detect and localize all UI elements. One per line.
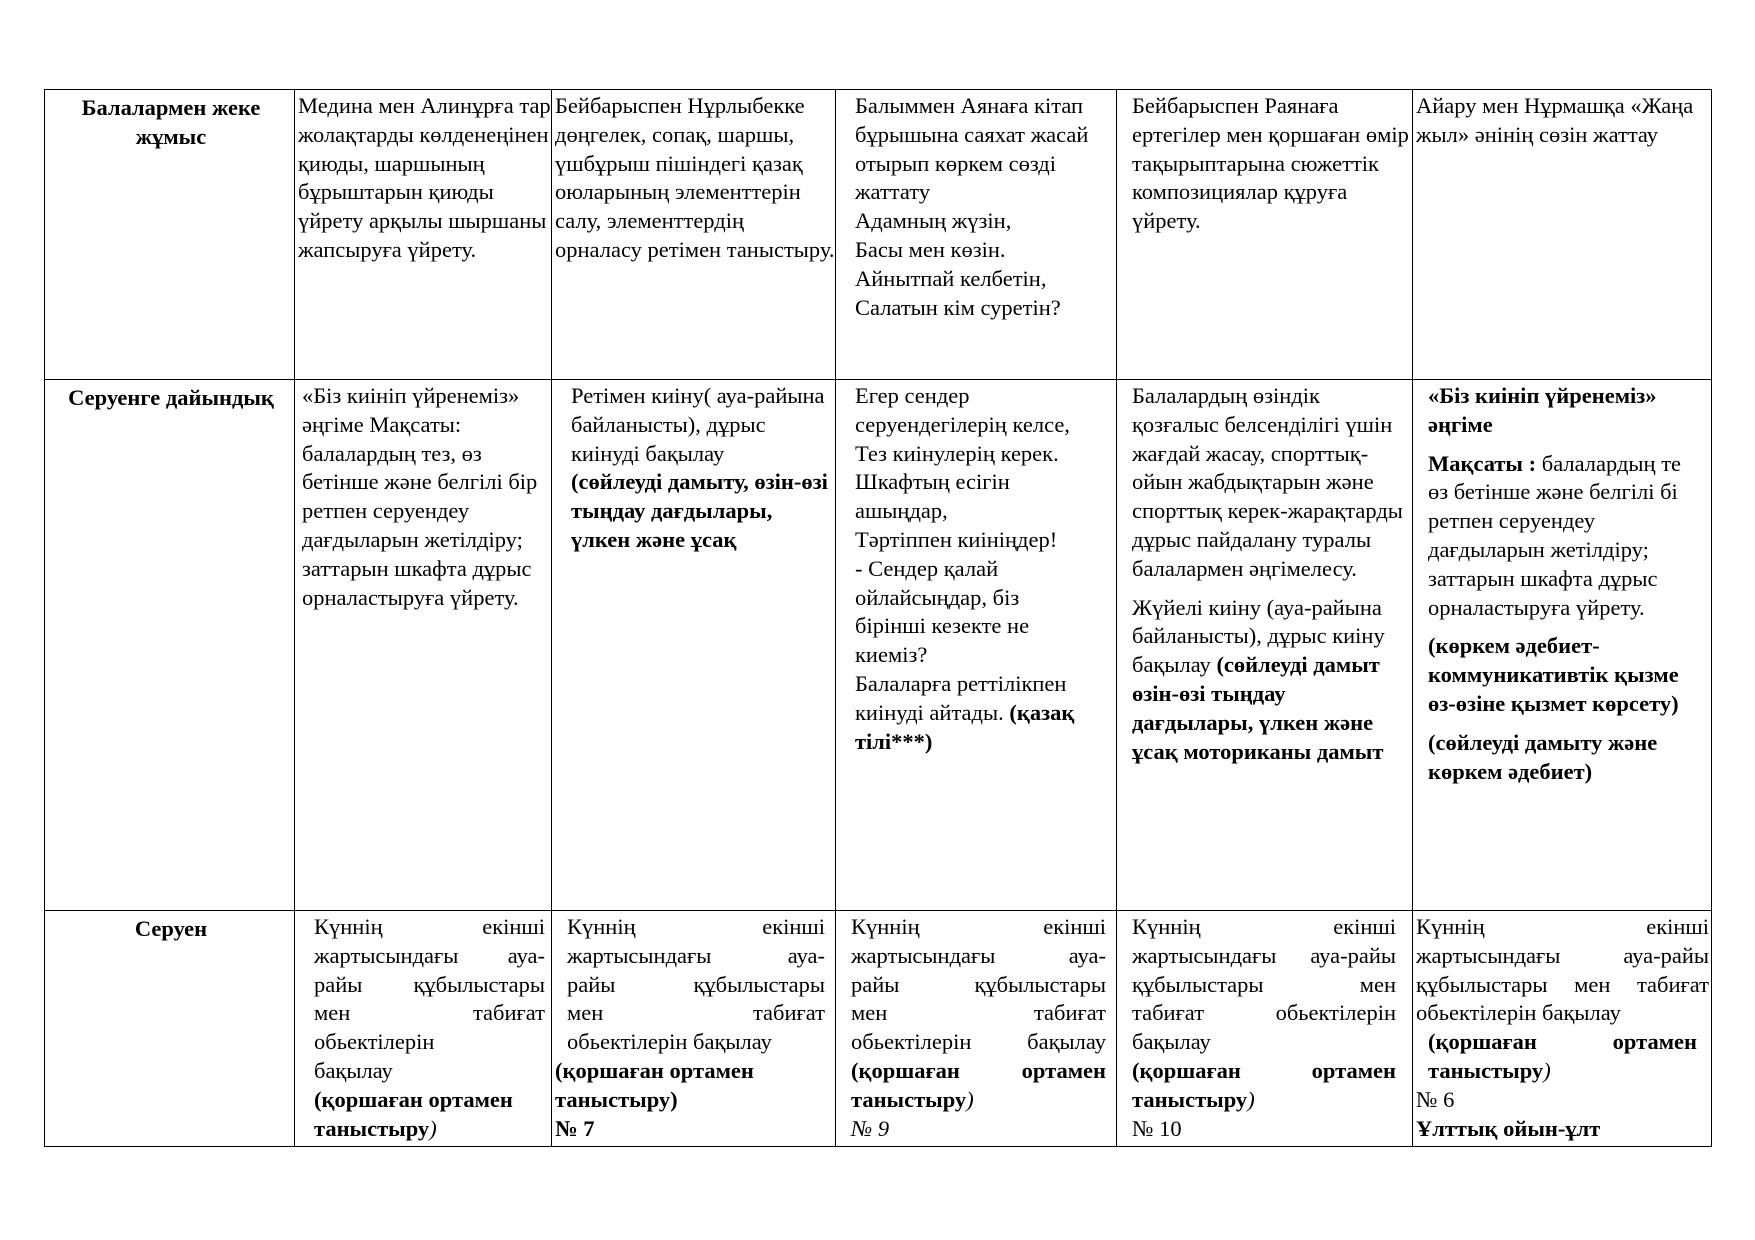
- cell-bold-line: таныстыру: [314, 1115, 430, 1141]
- cell-text: Балыммен Аянаға кітап бұрышына саяхат жасай отырып көркем сөзді жаттату: [855, 93, 1089, 205]
- item-number: № 9: [851, 1115, 890, 1141]
- cell-line: бақылау: [314, 1057, 393, 1083]
- cell-bold-line: өзін-өзі тыңдау: [1132, 680, 1286, 706]
- cell-bold-text: (сөйлеуді дамыт: [1216, 652, 1380, 678]
- verse-line: Салатын кім суретін?: [855, 294, 1061, 320]
- cell-line: обьектілерін бақылау: [1416, 1000, 1621, 1026]
- verse-line: Басы мен көзін.: [855, 236, 1006, 262]
- cell-text: Ретімен киіну( ауа-райына байланысты), дұрыс киінуді бақылау: [571, 383, 825, 466]
- cell-prep-5: [1413, 380, 1712, 911]
- cell-line: обьектілерін: [314, 1029, 435, 1055]
- cell-bold-line: (қоршаған ортамен: [555, 1057, 754, 1083]
- verse-line: Адамның жүзін,: [855, 208, 1012, 234]
- cell-text: Балаларға реттілікпен киінуді айтады.: [855, 670, 1067, 725]
- cell-prep-4: [1117, 380, 1413, 911]
- cell-individual-4: [1117, 90, 1413, 380]
- cell-line: құбылыстары мен табиғат: [1416, 971, 1709, 997]
- item-number: № 6: [1416, 1086, 1455, 1112]
- cell-text: Бейбарыспен Нұрлыбекке дөңгелек, сопақ, шаршы, үшбұрыш пішіндегі қазақ оюларының элементтерін салу, элементтердің орналасу ретімен таныстыру.: [555, 93, 835, 262]
- row-walk-preparation: [45, 380, 1712, 911]
- cell-line: райы құбылыстары: [567, 971, 825, 997]
- cell-walk-5: [1413, 911, 1712, 1147]
- cell-line: Тез киінулерің керек.: [855, 440, 1059, 466]
- cell-line: жартысындағы ауа-: [851, 942, 1106, 968]
- cell-bold-line: көркем әдебиет): [1428, 758, 1593, 784]
- closing-paren: ): [1247, 1086, 1255, 1112]
- cell-line: мен табиғат: [567, 1000, 825, 1026]
- cell-bold-text: (сөйлеуді дамыту, өзін-өзі тыңдау дағдылары, үлкен және ұсақ: [571, 469, 828, 552]
- cell-bold-line: таныстыру: [1132, 1086, 1248, 1112]
- closing-paren: ): [429, 1115, 437, 1141]
- cell-bold-line: таныстыру: [1428, 1057, 1544, 1083]
- cell-line: ашыңдар,: [855, 498, 948, 524]
- cell-line: жартысындағы ауа-райы: [1416, 942, 1709, 968]
- cell-prep-3: [836, 380, 1117, 911]
- cell-bold-line: таныстыру): [555, 1086, 678, 1112]
- closing-paren: ): [1543, 1057, 1551, 1083]
- cell-line: жартысындағы ауа-: [567, 942, 825, 968]
- cell-bold-line: (қоршаған ортамен: [1132, 1057, 1396, 1083]
- cell-line: Күннің екінші: [851, 914, 1106, 939]
- cell-line: жартысындағы ауа-: [314, 942, 545, 968]
- cell-walk-4: [1117, 911, 1413, 1147]
- cell-line: бақылау: [1132, 652, 1211, 678]
- cell-walk-3: [836, 911, 1117, 1147]
- cell-text: Медина мен Алинұрға тар жолақтарды көлденеңінен қиюды, шаршының бұрыштарын қиюды үйрету арқылы шыршаны жапсыруға үйрету.: [298, 93, 551, 262]
- cell-line: Тәртіппен киініңдер!: [855, 526, 1058, 552]
- closing-paren: ): [966, 1086, 974, 1112]
- cell-individual-5: [1413, 90, 1712, 380]
- cell-bold-line: коммуникативтік қызме: [1428, 662, 1679, 688]
- cell-title: «Біз киініп үйренеміз» әңгіме: [1428, 383, 1657, 437]
- cell-line: жартысындағы ауа-райы: [1132, 942, 1396, 968]
- cell-line: Жүйелі киіну (ауа-райына: [1132, 594, 1382, 620]
- cell-line: құбылыстары мен: [1132, 971, 1396, 997]
- cell-line: ойлайсыңдар, біз: [855, 584, 1020, 610]
- cell-line: бақылау: [1132, 1029, 1211, 1055]
- goal-label: Мақсаты :: [1428, 450, 1537, 476]
- cell-line: орналастыруға үйрету.: [1428, 594, 1645, 620]
- cell-bold-line: (көркем әдебиет-: [1428, 633, 1600, 659]
- cell-line: Күннің екінші: [314, 914, 545, 939]
- cell-bold-line: (қоршаған ортамен: [314, 1086, 513, 1112]
- cell-line: серуендегілерің келсе,: [855, 411, 1070, 437]
- cell-line: райы құбылыстары: [851, 971, 1106, 997]
- cell-prep-2: [552, 380, 836, 911]
- cell-line: табиғат обьектілерін: [1132, 1000, 1396, 1026]
- cell-bold-line: өз-өзіне қызмет көрсету): [1428, 690, 1679, 716]
- cell-bold-line: дағдылары, үлкен және: [1132, 709, 1374, 735]
- row-label-walk-preparation: Серуенге дайындық: [45, 380, 295, 911]
- cell-line: обьектілерін бақылау: [851, 1029, 1106, 1055]
- row-walk: [45, 911, 1712, 1147]
- cell-line: заттарын шкафта дұрыс: [1428, 565, 1658, 591]
- cell-line: обьектілерін бақылау: [567, 1029, 772, 1055]
- cell-individual-1: [295, 90, 552, 380]
- cell-line: райы құбылыстары: [314, 971, 545, 997]
- cell-individual-3: [836, 90, 1117, 380]
- row-label-individual-work: Балалармен жеке жұмыс: [45, 90, 295, 380]
- cell-walk-1: [295, 911, 552, 1147]
- cell-line: бірінші кезекте не: [855, 613, 1030, 639]
- cell-line: мен табиғат: [314, 1000, 545, 1026]
- cell-line: - Сендер қалай: [855, 555, 999, 581]
- item-number: № 7: [555, 1115, 595, 1141]
- cell-line: мен табиғат: [851, 1000, 1106, 1026]
- cell-individual-2: [552, 90, 836, 380]
- cell-text: Айару мен Нұрмашқа «Жаңа жыл» әнінің сөзін жаттау: [1416, 93, 1694, 147]
- cell-bold-line: таныстыру: [851, 1086, 967, 1112]
- cell-line: Күннің екінші: [567, 914, 825, 939]
- cell-bold-line: ұсақ моториканы дамыт: [1132, 738, 1384, 764]
- cell-line: Егер сендер: [855, 383, 970, 408]
- cell-line: өз бетінше және белгілі бі: [1428, 479, 1678, 505]
- item-number: № 10: [1132, 1115, 1182, 1141]
- row-label-walk: Серуен: [45, 911, 295, 1147]
- cell-bold-line: (сөйлеуді дамыту және: [1428, 729, 1658, 755]
- plan-table: [44, 89, 1712, 1147]
- cell-prep-1: [295, 380, 552, 911]
- cell-bold-line: (қоршаған ортамен: [851, 1057, 1106, 1083]
- cell-line: балалардың те: [1541, 450, 1682, 476]
- verse-line: Айнытпай келбетін,: [855, 265, 1047, 291]
- cell-line: киеміз?: [855, 642, 928, 668]
- cell-text: Балалардың өзіндік қозғалыс белсенділігі үшін жағдай жасау, спорттық-ойын жабдықтарын және спорттық керек-жарақтарды дұрыс пайдалану туралы балалармен әңгімелесу.: [1132, 383, 1403, 581]
- cell-line: дағдыларын жетілдіру;: [1428, 536, 1649, 562]
- cell-text: «Біз киініп үйренеміз» әңгіме Мақсаты: балалардың тез, өз бетінше және белгілі бір ретпен серуендеу дағдыларын жетілдіру; заттарын шкафта дұрыс орналастыруға үйрету.: [302, 383, 538, 610]
- cell-line: Күннің екінші: [1132, 914, 1396, 939]
- cell-walk-2: [552, 911, 836, 1147]
- cell-bold-line: (қоршаған ортамен: [1428, 1029, 1697, 1055]
- row-individual-work: [45, 90, 1712, 380]
- cell-text: Бейбарыспен Раянаға ертегілер мен қоршаған өмір тақырыптарына сюжеттік композициялар құруға үйрету.: [1132, 93, 1409, 234]
- cell-line: Күннің екінші: [1416, 914, 1709, 939]
- cell-line: Шкафтың есігін: [855, 469, 1010, 495]
- cell-bold-line: Ұлттық ойын-ұлт: [1416, 1115, 1601, 1141]
- cell-line: ретпен серуендеу: [1428, 508, 1596, 534]
- cell-bold-text: (қазақ тілі***): [855, 699, 1075, 754]
- cell-line: байланысты), дұрыс киіну: [1132, 623, 1385, 649]
